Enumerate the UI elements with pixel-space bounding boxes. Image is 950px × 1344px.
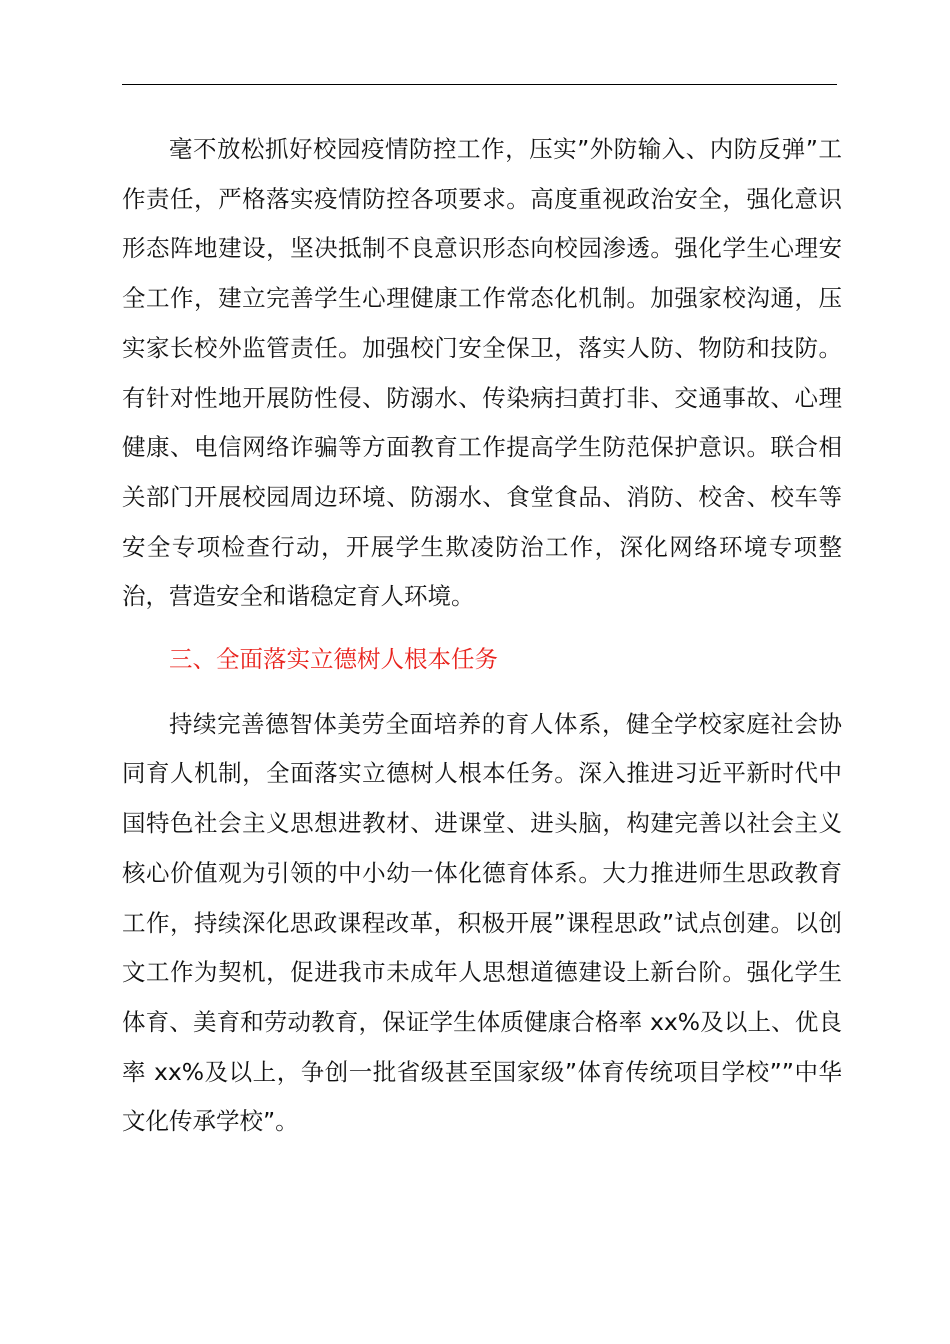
- section-heading: 三、全面落实立德树人根本任务: [169, 645, 498, 674]
- document-body: [122, 125, 842, 1147]
- body-paragraph-moral-education: 持续完善德智体美劳全面培养的育人体系，健全学校家庭社会协同育人机制，全面落实立德树人根本任务。深入推进习近平新时代中国特色社会主义思想进教材、进课堂、进头脑，构建完善以社会主义核心价值观为引领的中小幼一体化德育体系。大力推进师生思政教育工作，持续深化思政课程改革，积极开展”课程思政”试点创建。以创文工作为契机，促进我市未成年人思想道德建设上新台阶。强化学生体育、美育和劳动教育，保证学生体质健康合格率 xx%及以上、优良率 xx%及以上，争创一批省级甚至国家级”体育传统项目学校””中华文化传承学校”。: [122, 709, 842, 1136]
- body-paragraph-safety: 毫不放松抓好校园疫情防控工作，压实”外防输入、内防反弹”工作责任，严格落实疫情防控各项要求。高度重视政治安全，强化意识形态阵地建设，坚决抵制不良意识形态向校园渗透。强化学生心理安全工作，建立完善学生心理健康工作常态化机制。加强家校沟通，压实家长校外监管责任。加强校门安全保卫，落实人防、物防和技防。有针对性地开展防性侵、防溺水、传染病扫黄打非、交通事故、心理健康、电信网络诈骗等方面教育工作提高学生防范保护意识。联合相关部门开展校园周边环境、防溺水、食堂食品、消防、校舍、校车等安全专项检查行动，开展学生欺凌防治工作，深化网络环境专项整治，营造安全和谐稳定育人环境。: [122, 135, 842, 611]
- header-rule: [122, 84, 837, 85]
